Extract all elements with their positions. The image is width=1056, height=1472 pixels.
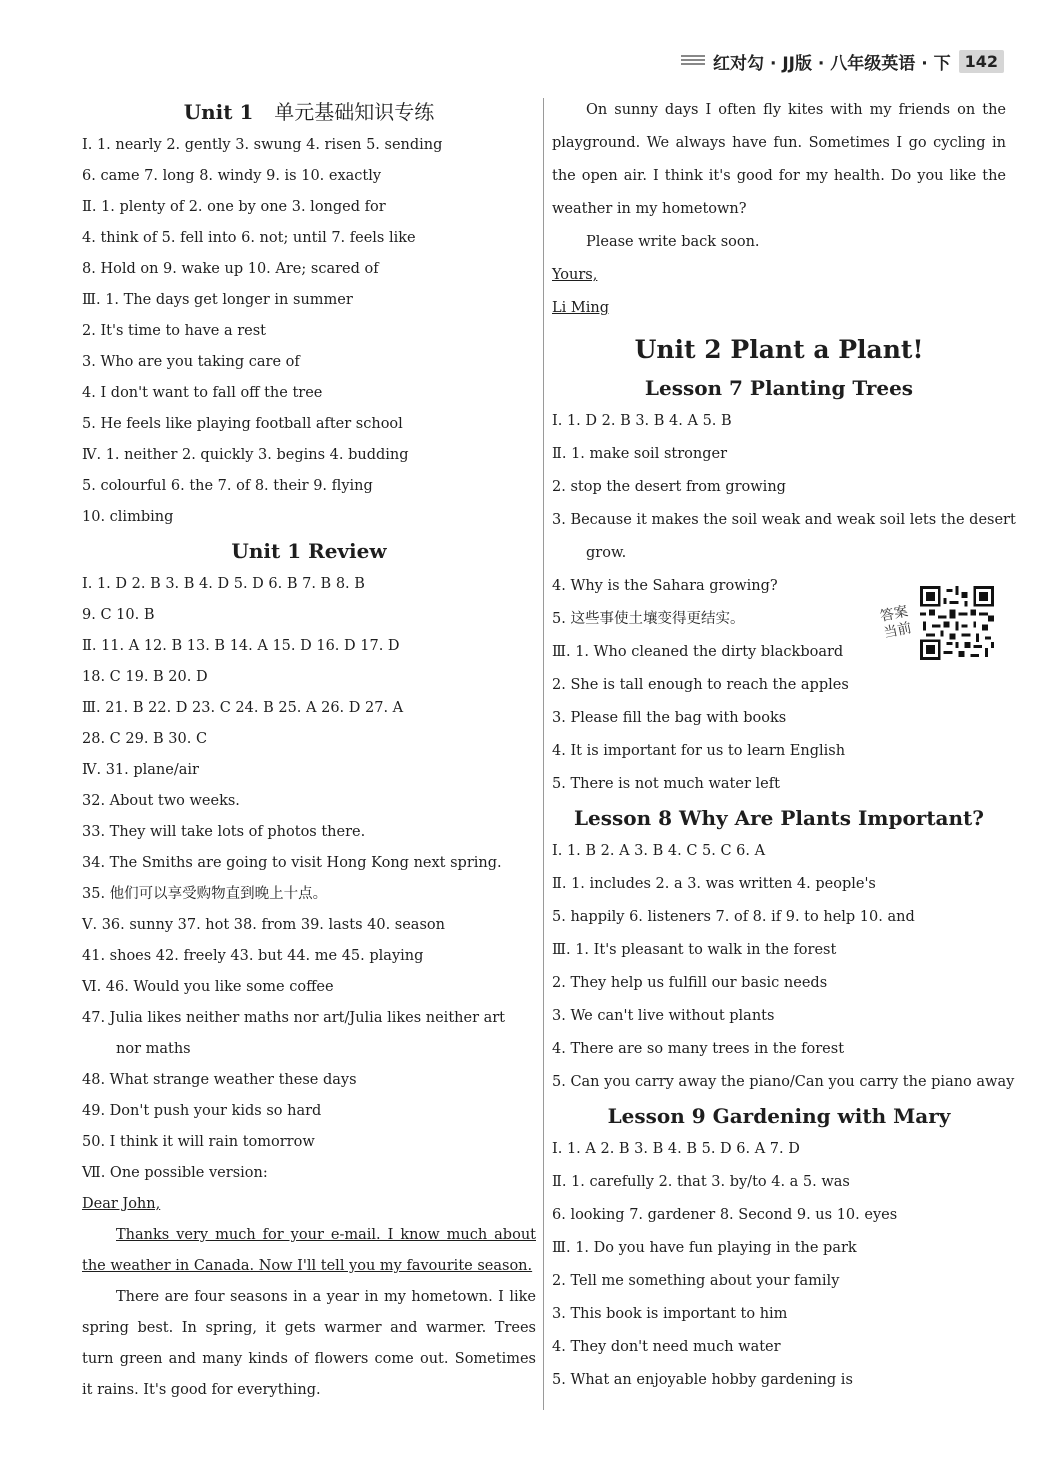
answer-line: 18. C 19. B 20. D xyxy=(82,669,208,685)
answer-line: 2. stop the desert from growing xyxy=(552,479,786,495)
answer-line: Ⅰ. 1. D 2. B 3. B 4. A 5. B xyxy=(552,413,732,429)
answer-line: 5. What an enjoyable hobby gardening is xyxy=(552,1372,853,1388)
answer-line: 2. It's time to have a rest xyxy=(82,323,267,339)
answer-line: Ⅳ. 1. neither 2. quickly 3. begins 4. budding xyxy=(82,447,409,463)
answer-line: Ⅲ. 1. Do you have fun playing in the park xyxy=(552,1240,857,1256)
answer-line: Ⅱ. 1. includes 2. a 3. was written 4. people's xyxy=(552,876,876,892)
answer-line: 5. happily 6. listeners 7. of 8. if 9. to help 10. and xyxy=(552,909,915,925)
answer-line: 6. came 7. long 8. windy 9. is 10. exactly xyxy=(82,168,382,184)
answer-line: Ⅳ. 31. plane/air xyxy=(82,762,199,778)
lesson7-heading: Lesson 7 Planting Trees xyxy=(644,376,914,400)
lesson9-answers xyxy=(552,1133,1006,1397)
letter-salutation: Dear John, xyxy=(82,1196,161,1212)
answer-line: grow. xyxy=(586,545,627,561)
lesson9-heading: Lesson 9 Gardening with Mary xyxy=(607,1104,951,1128)
answer-line: 5. colourful 6. the 7. of 8. their 9. flying xyxy=(82,478,373,494)
lesson8-answers xyxy=(552,835,1015,1099)
answer-line: Ⅱ. 1. make soil stronger xyxy=(552,446,728,462)
page-header xyxy=(681,44,1004,78)
answer-line: 34. The Smiths are going to visit Hong Kong next spring. xyxy=(82,855,502,871)
header-lines-icon xyxy=(681,55,705,67)
answer-line: 41. shoes 42. freely 43. but 44. me 45. playing xyxy=(82,948,424,964)
answer-line: 49. Don't push your kids so hard xyxy=(82,1103,322,1119)
answer-line: 8. Hold on 9. wake up 10. Are; scared of xyxy=(82,261,379,277)
letter-paragraph-1: Thanks very much for your e-mail. I know much about the weather in Canada. Now I'll tell you my favourite season. xyxy=(82,1227,536,1274)
answer-line: 3. We can't live without plants xyxy=(552,1008,775,1024)
answer-line: 3. Who are you taking care of xyxy=(82,354,300,370)
letter-closing: Please write back soon. xyxy=(586,234,760,250)
qr-label: 答案当前 xyxy=(878,603,914,642)
answer-line: Ⅵ. 46. Would you like some coffee xyxy=(82,979,334,995)
answer-line: 5. There is not much water left xyxy=(552,776,780,792)
answer-line: Ⅱ. 1. plenty of 2. one by one 3. longed for xyxy=(82,199,386,215)
letter-signature: Li Ming xyxy=(552,300,609,316)
unit1-basic-title-en: Unit 1 xyxy=(183,100,254,124)
letter-sign-off: Yours, xyxy=(552,267,598,283)
answer-line: 32. About two weeks. xyxy=(82,793,240,809)
answer-line: 48. What strange weather these days xyxy=(82,1072,357,1088)
answer-line: 28. C 29. B 30. C xyxy=(82,731,208,747)
column-divider xyxy=(543,98,544,1410)
answer-line: Ⅲ. 1. It's pleasant to walk in the forest xyxy=(552,942,837,958)
answer-line: 4. think of 5. fell into 6. not; until 7. feels like xyxy=(82,230,416,246)
answer-line: 5. 这些事使土壤变得更结实。 xyxy=(552,611,745,627)
answer-line: 2. They help us fulfill our basic needs xyxy=(552,975,828,991)
answer-line: Ⅲ. 1. The days get longer in summer xyxy=(82,292,353,308)
answer-line: 4. Why is the Sahara growing? xyxy=(552,578,778,594)
unit1-review-heading: Unit 1 Review xyxy=(231,539,387,563)
letter-paragraph-3: On sunny days I often fly kites with my friends on the playground. We always have fun. Sometimes I go cycling in the open air. I think it's good for my health. Do you like the weather in my hometown? xyxy=(552,102,1006,217)
answer-line: 4. They don't need much water xyxy=(552,1339,781,1355)
qr-code-icon[interactable] xyxy=(920,586,994,660)
answer-line: 3. Because it makes the soil weak and weak soil lets the desert xyxy=(552,512,1016,528)
answer-line: Ⅶ. One possible version: xyxy=(82,1165,268,1181)
answer-line: 3. Please fill the bag with books xyxy=(552,710,787,726)
left-column xyxy=(82,94,536,1406)
answer-line: 2. Tell me something about your family xyxy=(552,1273,840,1289)
answer-line: 47. Julia likes neither maths nor art/Julia likes neither art xyxy=(82,1010,506,1026)
answer-line: 4. It is important for us to learn English xyxy=(552,743,846,759)
answer-line: nor maths xyxy=(116,1041,191,1057)
unit1-basic-answers xyxy=(82,130,536,533)
book-series-title: 红对勾 · JJ版 · 八年级英语 · 下 xyxy=(713,53,951,74)
answer-line: Ⅱ. 1. carefully 2. that 3. by/to 4. a 5. was xyxy=(552,1174,850,1190)
answer-line: 10. climbing xyxy=(82,509,174,525)
answer-line: 5. Can you carry away the piano/Can you carry the piano away xyxy=(552,1074,1015,1090)
answer-line: Ⅲ. 1. Who cleaned the dirty blackboard xyxy=(552,644,844,660)
unit1-basic-heading xyxy=(82,94,536,130)
unit1-basic-title-cn: 单元基础知识专练 xyxy=(274,100,435,124)
unit2-heading: Unit 2 Plant a Plant! xyxy=(634,335,924,364)
answer-line: Ⅲ. 21. B 22. D 23. C 24. B 25. A 26. D 27. A xyxy=(82,700,404,716)
letter-paragraph-2: There are four seasons in a year in my hometown. I like spring best. In spring, it gets warmer and warmer. Trees turn green and many kinds of flowers come out. Sometimes it rains. It's good for everything. xyxy=(82,1289,536,1398)
answer-line: Ⅰ. 1. nearly 2. gently 3. swung 4. risen 5. sending xyxy=(82,137,443,153)
answer-line: Ⅰ. 1. A 2. B 3. B 4. B 5. D 6. A 7. D xyxy=(552,1141,800,1157)
answer-line: Ⅰ. 1. B 2. A 3. B 4. C 5. C 6. A xyxy=(552,843,766,859)
answer-line: 50. I think it will rain tomorrow xyxy=(82,1134,315,1150)
page-number: 142 xyxy=(959,50,1004,73)
lesson7-answers xyxy=(552,405,1006,504)
unit1-review-answers-b xyxy=(82,1065,536,1189)
answer-line: 2. She is tall enough to reach the apples xyxy=(552,677,849,693)
answer-line: 9. C 10. B xyxy=(82,607,155,623)
answer-line: 5. He feels like playing football after school xyxy=(82,416,403,432)
unit1-review-answers xyxy=(82,569,536,1003)
answer-line: 35. 他们可以享受购物直到晚上十点。 xyxy=(82,886,328,902)
qr-code-block[interactable] xyxy=(878,586,994,660)
right-column xyxy=(552,94,1016,1397)
answer-line: Ⅱ. 11. A 12. B 13. B 14. A 15. D 16. D 17. D xyxy=(82,638,400,654)
answer-line: 4. There are so many trees in the forest xyxy=(552,1041,845,1057)
answer-line: 33. They will take lots of photos there. xyxy=(82,824,366,840)
lesson8-heading: Lesson 8 Why Are Plants Important? xyxy=(573,806,985,830)
answer-line: 6. looking 7. gardener 8. Second 9. us 10. eyes xyxy=(552,1207,898,1223)
answer-line: Ⅴ. 36. sunny 37. hot 38. from 39. lasts 40. season xyxy=(82,917,445,933)
answer-line: 4. I don't want to fall off the tree xyxy=(82,385,323,401)
answer-line: Ⅰ. 1. D 2. B 3. B 4. D 5. D 6. B 7. B 8. B xyxy=(82,576,365,592)
answer-line: 3. This book is important to him xyxy=(552,1306,788,1322)
